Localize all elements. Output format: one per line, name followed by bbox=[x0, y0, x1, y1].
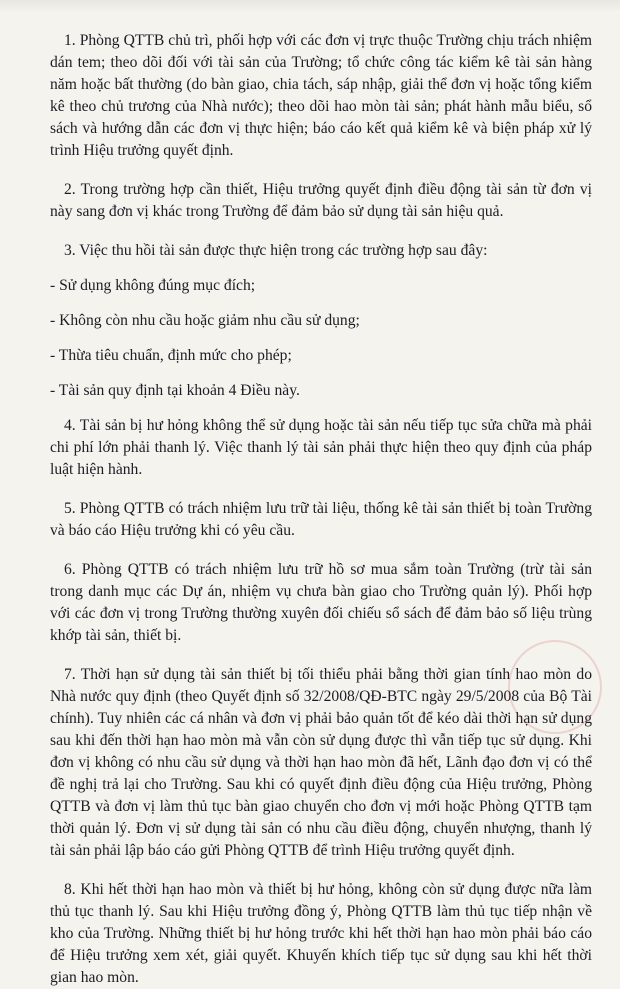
paragraph-3: 3. Việc thu hồi tài sản được thực hiện trong các trường hợp sau đây: bbox=[64, 242, 488, 259]
paragraph-2: 2. Trong trường hợp cần thiết, Hiệu trưởng quyết định điều động tài sản từ đơn vị này sang đơn vị khác trong Trường để đảm bảo sử dụng tài sản hiệu quả. bbox=[50, 181, 592, 220]
faint-stamp-mark bbox=[508, 640, 602, 734]
paragraph-7: 7. Thời hạn sử dụng tài sản thiết bị tối thiểu phải bằng thời gian tính hao mòn do Nhà nước quy định (theo Quyết định số 32/2008/QĐ-BTC ngày 29/5/2008 của Bộ Tài chính). Tuy nhiên các cá nhân và đơn vị phải bảo quản tốt để kéo dài thời hạn sử dụng sau khi đến thời hạn hao mòn mà vẫn còn sử dụng được thì vẫn tiếp tục sử dụng. Khi đơn vị không có nhu cầu sử dụng và thời hạn hao mòn đã hết, Lãnh đạo đơn vị có thể đề nghị trả lại cho Trường. Sau khi có quyết định điều động của Hiệu trưởng, Phòng QTTB và đơn vị làm thủ tục bàn giao chuyển cho đơn vị mới hoặc Phòng QTTB tạm thời quản lý. Đơn vị sử dụng tài sản có nhu cầu điều động, chuyển nhượng, thanh lý tài sản phải lập báo cáo gửi Phòng QTTB để trình Hiệu trưởng quyết định. bbox=[50, 666, 592, 859]
list-item: - Tài sản quy định tại khoản 4 Điều này. bbox=[50, 382, 300, 399]
paragraph-4: 4. Tài sản bị hư hỏng không thể sử dụng hoặc tài sản nếu tiếp tục sửa chữa mà phải chi phí lớn phải thanh lý. Việc thanh lý tài sản phải thực hiện theo quy định của pháp luật hiện hành. bbox=[50, 417, 592, 478]
paragraph-6: 6. Phòng QTTB có trách nhiệm lưu trữ hồ sơ mua sắm toàn Trường (trừ tài sản trong danh mục các Dự án, nhiệm vụ chưa bàn giao cho Trường quản lý). Phối hợp với các đơn vị trong Trường thường xuyên đối chiếu sổ sách để đảm bảo số liệu trùng khớp tài sản, thiết bị. bbox=[50, 561, 592, 644]
list-item: - Thừa tiêu chuẩn, định mức cho phép; bbox=[50, 347, 292, 364]
paragraph-1: 1. Phòng QTTB chủ trì, phối hợp với các đơn vị trực thuộc Trường chịu trách nhiệm dán tem; theo dõi đối với tài sản của Trường; tổ chức công tác kiểm kê tài sản hàng năm hoặc bất thường (do bàn giao, chia tách, sáp nhập, giải thể đơn vị hoặc tổng kiểm kê theo chủ trương của Nhà nước); theo dõi hao mòn tài sản; phát hành mẫu biểu, sổ sách và hướng dẫn các đơn vị thực hiện; báo cáo kết quả kiểm kê và biện pháp xử lý trình Hiệu trưởng quyết định. bbox=[50, 32, 592, 159]
list-item: - Sử dụng không đúng mục đích; bbox=[50, 277, 256, 294]
paragraph-5: 5. Phòng QTTB có trách nhiệm lưu trữ tài liệu, thống kê tài sản thiết bị toàn Trường và báo cáo Hiệu trưởng khi có yêu cầu. bbox=[50, 500, 592, 539]
paragraph-8: 8. Khi hết thời hạn hao mòn và thiết bị hư hỏng, không còn sử dụng được nữa làm thủ tục thanh lý. Sau khi Hiệu trưởng đồng ý, Phòng QTTB làm thủ tục tiếp nhận về kho của Trường. Những thiết bị hư hỏng trước khi hết thời hạn hao mòn phải báo cáo để Hiệu trưởng xem xét, giải quyết. Khuyến khích tiếp tục sử dụng sau khi hết thời gian hao mòn. bbox=[50, 881, 592, 986]
list-item: - Không còn nhu cầu hoặc giảm nhu cầu sử dụng; bbox=[50, 312, 360, 329]
